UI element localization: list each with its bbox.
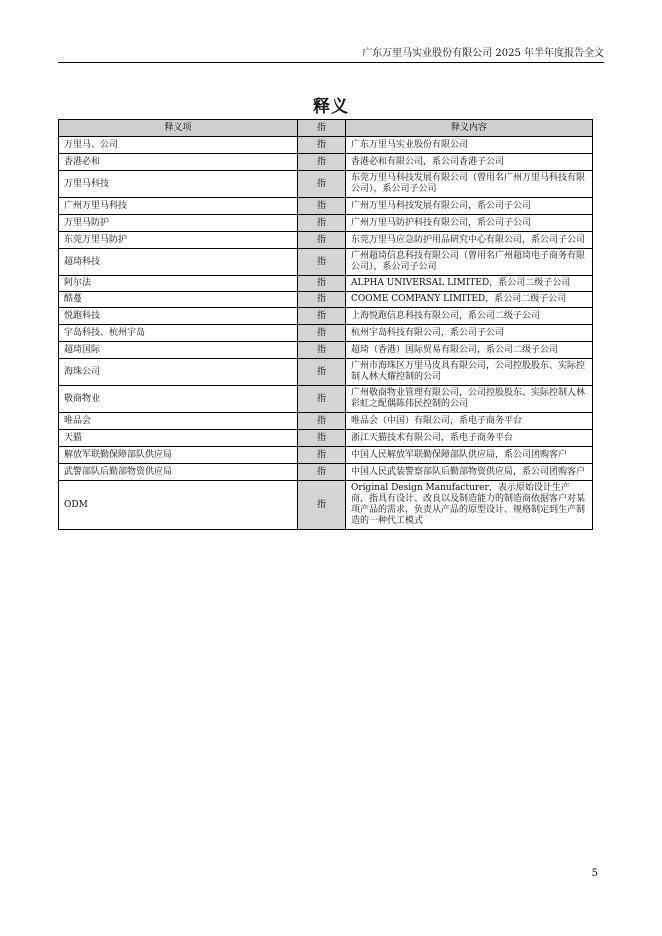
table-row (59, 413, 593, 430)
table-row (59, 276, 593, 292)
row-definition: 广州万里马科技发展有限公司，系公司子公司 (346, 198, 593, 215)
table-row (59, 308, 593, 325)
table-body (59, 137, 593, 530)
row-mark: 指 (298, 137, 346, 154)
row-mark: 指 (298, 171, 346, 198)
table-row (59, 154, 593, 171)
row-term: 酷蔓 (59, 292, 298, 308)
row-definition: 东莞万里马科技发展有限公司（曾用名广州万里马科技有限公司），系公司子公司 (346, 171, 593, 198)
row-mark: 指 (298, 481, 346, 530)
row-definition: Original Design Manufacturer，表示原始设计生产商，指具有设计、改良以及制造能力的制造商依据客户对某项产品的需求，负责从产品的原型设计、规格制定到生产制造的一种代工模式 (346, 481, 593, 530)
table-row (59, 359, 593, 386)
table-row (59, 215, 593, 232)
row-mark: 指 (298, 342, 346, 359)
row-term: 宇岛科技、杭州宇岛 (59, 325, 298, 342)
row-mark: 指 (298, 276, 346, 292)
row-definition: 唯品会（中国）有限公司，系电子商务平台 (346, 413, 593, 430)
table-row (59, 342, 593, 359)
column-header-term: 释义项 (59, 120, 298, 137)
row-definition: 浙江天猫技术有限公司，系电子商务平台 (346, 430, 593, 447)
table-row (59, 325, 593, 342)
row-mark: 指 (298, 215, 346, 232)
row-term: 广州万里马科技 (59, 198, 298, 215)
row-mark: 指 (298, 198, 346, 215)
row-definition: 广州市海珠区万里马皮具有限公司，公司控股股东、实际控制人林大耀控制的公司 (346, 359, 593, 386)
row-term: 万里马、公司 (59, 137, 298, 154)
row-definition: 广州敬商物业管理有限公司，公司控股股东、实际控制人林彩虹之配偶陈伟民控制的公司 (346, 386, 593, 413)
row-term: 东莞万里马防护 (59, 232, 298, 249)
row-definition: ALPHA UNIVERSAL LIMITED，系公司二级子公司 (346, 276, 593, 292)
row-mark: 指 (298, 292, 346, 308)
row-mark: 指 (298, 430, 346, 447)
row-mark: 指 (298, 232, 346, 249)
table-row (59, 386, 593, 413)
row-term: ODM (59, 481, 298, 530)
row-definition: 中国人民武装警察部队后勤部物资供应局，系公司团购客户 (346, 464, 593, 481)
row-mark: 指 (298, 447, 346, 464)
row-term: 天猫 (59, 430, 298, 447)
row-definition: 上海悦跑信息科技有限公司，系公司二级子公司 (346, 308, 593, 325)
table-header-row (59, 120, 593, 137)
row-mark: 指 (298, 386, 346, 413)
row-definition: 广州超琦信息科技有限公司（曾用名广州超琦电子商务有限公司），系公司子公司 (346, 249, 593, 276)
row-term: 武警部队后勤部物资供应局 (59, 464, 298, 481)
row-definition: 广州万里马防护科技有限公司，系公司子公司 (346, 215, 593, 232)
table-row (59, 464, 593, 481)
row-term: 香港必和 (59, 154, 298, 171)
row-definition: 超琦（香港）国际贸易有限公司，系公司二级子公司 (346, 342, 593, 359)
row-mark: 指 (298, 413, 346, 430)
row-term: 阿尔法 (59, 276, 298, 292)
column-header-mark: 指 (298, 120, 346, 137)
page-number: 5 (591, 868, 598, 879)
row-mark: 指 (298, 359, 346, 386)
row-term: 敬商物业 (59, 386, 298, 413)
table-row (59, 198, 593, 215)
row-definition: 广东万里马实业股份有限公司 (346, 137, 593, 154)
row-mark: 指 (298, 464, 346, 481)
row-definition: COOME COMPANY LIMITED，系公司二级子公司 (346, 292, 593, 308)
table-row (59, 232, 593, 249)
row-term: 万里马防护 (59, 215, 298, 232)
row-mark: 指 (298, 249, 346, 276)
row-term: 超琦国际 (59, 342, 298, 359)
table-row (59, 447, 593, 464)
row-term: 解放军联勤保障部队供应局 (59, 447, 298, 464)
row-mark: 指 (298, 154, 346, 171)
page-header: 广东万里马实业股份有限公司 2025 年半年度报告全文 (58, 46, 604, 63)
table-row (59, 481, 593, 530)
row-term: 超琦科技 (59, 249, 298, 276)
row-definition: 东莞万里马应急防护用品研究中心有限公司，系公司子公司 (346, 232, 593, 249)
row-term: 唯品会 (59, 413, 298, 430)
row-definition: 中国人民解放军联勤保障部队供应局，系公司团购客户 (346, 447, 593, 464)
row-term: 海珠公司 (59, 359, 298, 386)
column-header-definition: 释义内容 (346, 120, 593, 137)
row-definition: 杭州宇岛科技有限公司，系公司子公司 (346, 325, 593, 342)
page-title: 释义 (313, 97, 349, 117)
row-term: 万里马科技 (59, 171, 298, 198)
row-mark: 指 (298, 325, 346, 342)
table-row (59, 249, 593, 276)
definitions-table (58, 119, 593, 530)
row-mark: 指 (298, 308, 346, 325)
row-definition: 香港必和有限公司，系公司香港子公司 (346, 154, 593, 171)
table-row (59, 292, 593, 308)
row-term: 悦跑科技 (59, 308, 298, 325)
table-row (59, 171, 593, 198)
table-row (59, 430, 593, 447)
table-row (59, 137, 593, 154)
